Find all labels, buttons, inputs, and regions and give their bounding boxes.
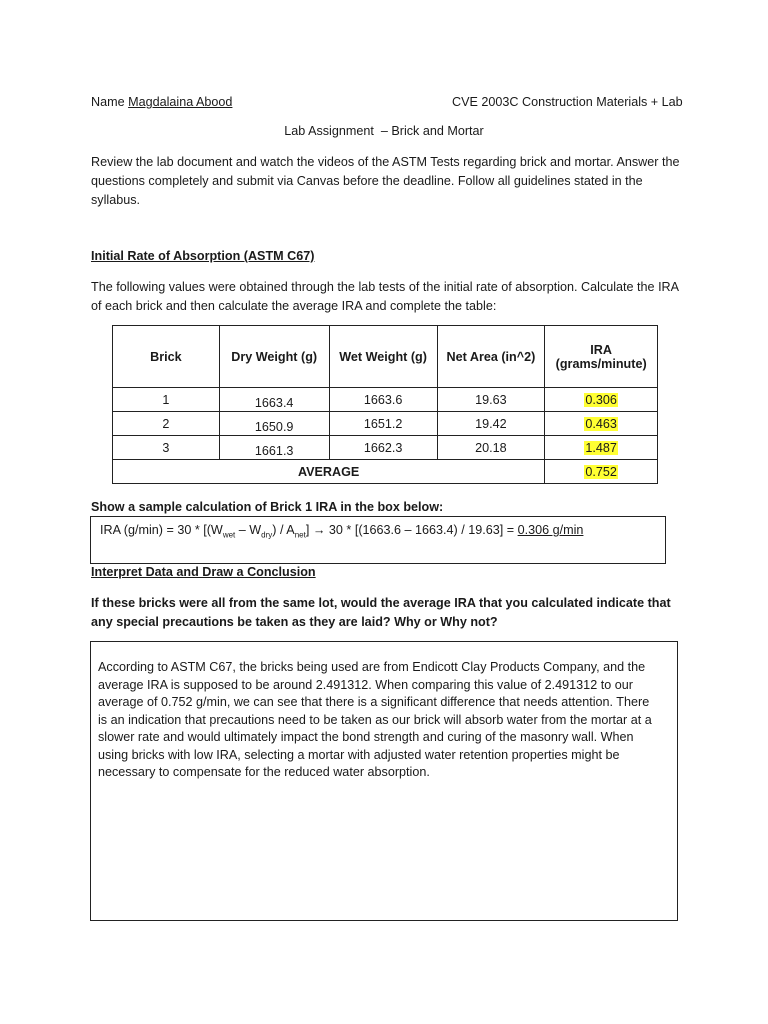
net-area: 20.18	[437, 436, 545, 460]
ira-value-highlight: 1.487	[585, 440, 617, 455]
ira-table	[112, 325, 658, 484]
col-header-ira-line2: (grams/minute)	[555, 356, 647, 371]
equation-result: 0.306 g/min	[517, 523, 584, 537]
average-label: AVERAGE	[113, 460, 545, 484]
sample-calc-heading: Show a sample calculation of Brick 1 IRA in the box below:	[91, 500, 444, 514]
col-header-ira-line1: IRA	[590, 342, 612, 357]
equation-rest: ] → 30 * [(1663.6 – 1663.4) / 19.63] =	[305, 523, 518, 537]
average-value	[545, 460, 658, 484]
interpret-heading: Interpret Data and Draw a Conclusion	[91, 565, 316, 579]
average-value-highlight: 0.752	[585, 464, 617, 479]
sample-calc-box[interactable]	[90, 516, 666, 564]
table-row	[113, 388, 658, 412]
col-header-dry-weight: Dry Weight (g)	[219, 326, 329, 388]
wet-weight: 1662.3	[329, 436, 437, 460]
wet-weight: 1663.6	[329, 388, 437, 412]
equation-dash: – W	[235, 523, 262, 537]
brick-number: 3	[113, 436, 220, 460]
equation-prefix: IRA (g/min) = 30 * [(W	[100, 523, 223, 537]
answer-box[interactable]	[90, 641, 678, 921]
brick-number: 2	[113, 412, 220, 436]
dry-weight-value: 1663.4	[254, 395, 294, 410]
name-label: Name	[91, 95, 125, 109]
dry-weight	[219, 388, 329, 412]
col-header-ira	[545, 326, 658, 388]
name-line	[91, 95, 232, 109]
intro-paragraph: Review the lab document and watch the videos of the ASTM Tests regarding brick and mortar. Answer the questions completely and submit via Canvas before the deadline. Follow all guidelines stated in the syllabus.	[91, 155, 680, 207]
brick-number: 1	[113, 388, 220, 412]
dry-weight	[219, 436, 329, 460]
ira-value	[545, 436, 658, 460]
table-row	[113, 436, 658, 460]
ira-description: The following values were obtained through the lab tests of the initial rate of absorption. Calculate the IRA of each brick and then calculate the average IRA and complete the table:	[91, 280, 679, 313]
ira-value	[545, 388, 658, 412]
sub-dry: dry	[261, 530, 273, 540]
col-header-net-area: Net Area (in^2)	[437, 326, 545, 388]
wet-weight: 1651.2	[329, 412, 437, 436]
col-header-brick: Brick	[113, 326, 220, 388]
ira-value-highlight: 0.463	[585, 416, 617, 431]
assignment-title: Lab Assignment – Brick and Mortar	[284, 124, 484, 138]
average-row	[113, 460, 658, 484]
ira-value	[545, 412, 658, 436]
question-text: If these bricks were all from the same lot, would the average IRA that you calculated indicate that any special precautions be taken as they are laid? Why or Why not?	[91, 596, 671, 629]
dry-weight-value: 1650.9	[254, 419, 294, 434]
table-header-row	[113, 326, 658, 388]
answer-text: According to ASTM C67, the bricks being used are from Endicott Clay Products Company, and the average IRA is supposed to be around 2.491312. When comparing this value of 2.491312 to our average of 0.752 g/min, we can see that there is a significant difference that needs attention. There is an indication that precautions need to be taken as our brick will absorb water from the mortar at a slower rate and would ultimately impact the bond strength and curing of the masonry wall. When using bricks with low IRA, selecting a mortar with adjusted water retention properties might be necessary to compensate for the reduced water absorption.	[98, 660, 652, 779]
ira-value-highlight: 0.306	[585, 392, 617, 407]
net-area: 19.42	[437, 412, 545, 436]
net-area: 19.63	[437, 388, 545, 412]
student-name: Magdalaina Abood	[128, 95, 233, 109]
dry-weight-value: 1661.3	[254, 443, 294, 458]
table-row	[113, 412, 658, 436]
sample-calc-equation	[100, 523, 583, 540]
col-header-wet-weight: Wet Weight (g)	[329, 326, 437, 388]
dry-weight	[219, 412, 329, 436]
course-title: CVE 2003C Construction Materials + Lab	[452, 95, 683, 109]
equation-mid: ) / A	[272, 523, 295, 537]
ira-section-heading: Initial Rate of Absorption (ASTM C67)	[91, 249, 315, 263]
sub-net: net	[294, 530, 306, 540]
sub-wet: wet	[222, 530, 236, 540]
